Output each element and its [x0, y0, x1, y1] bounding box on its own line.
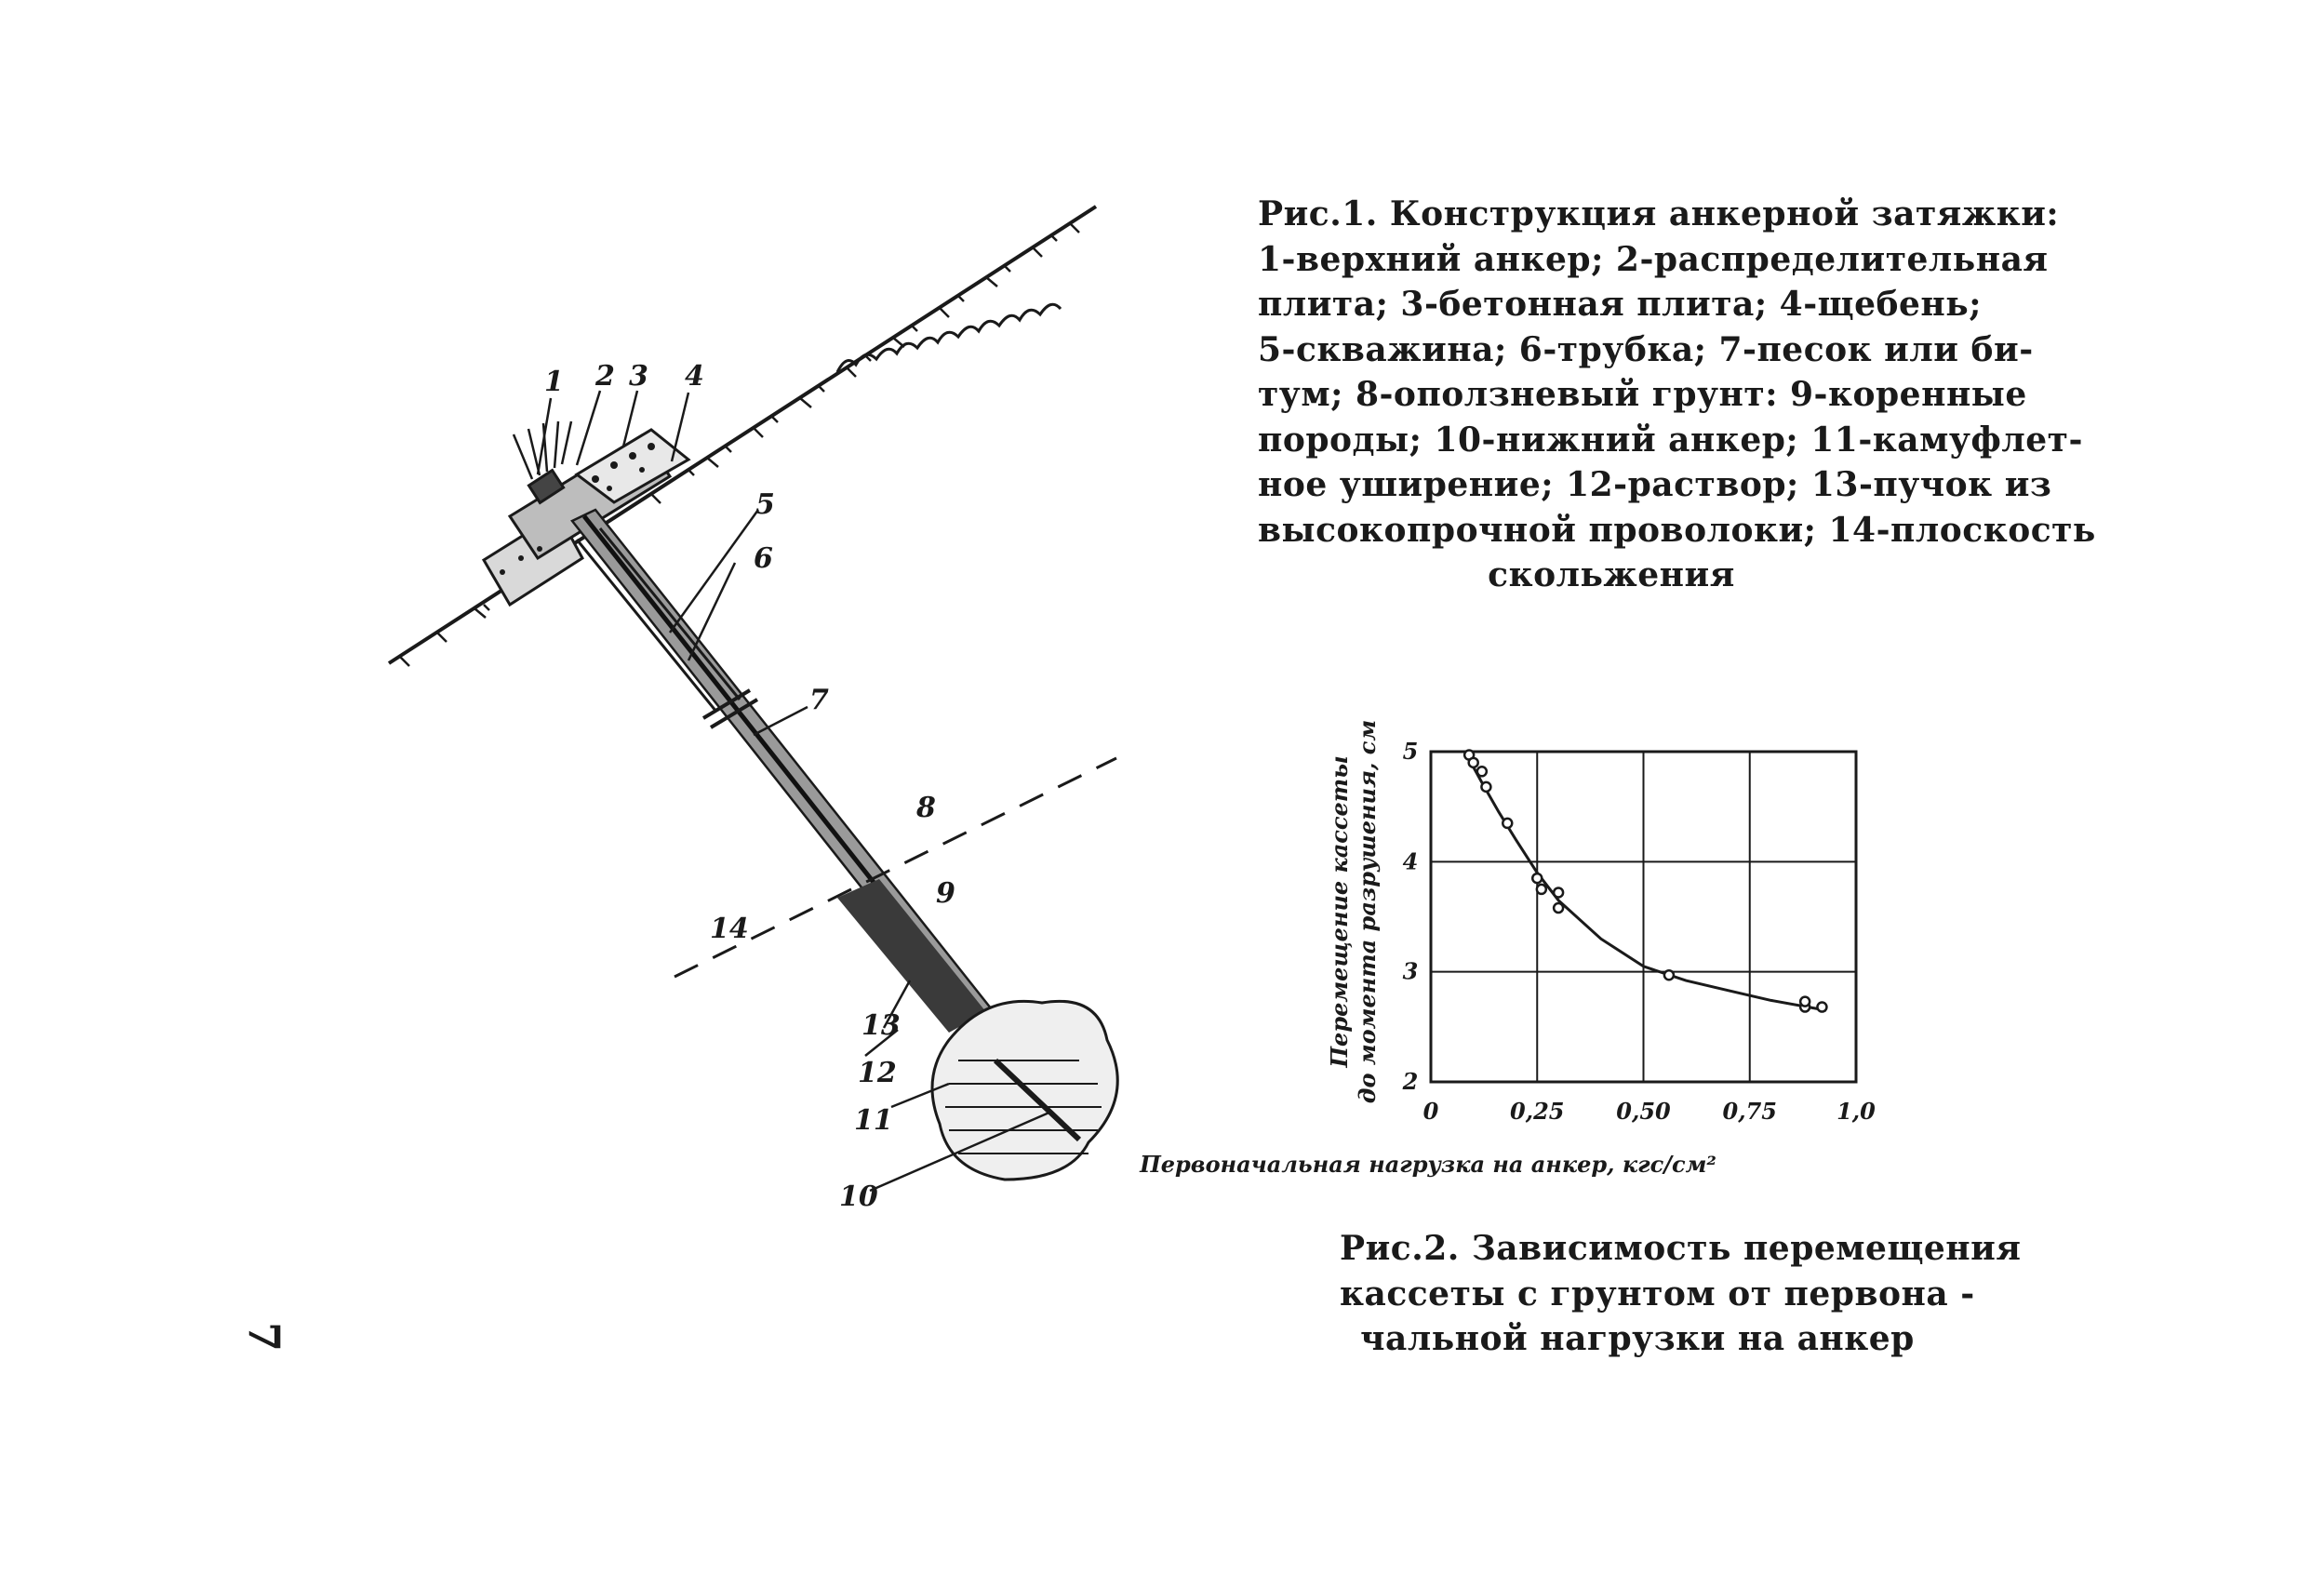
chart-data-point — [1477, 767, 1487, 776]
chart-y-axis-label-line2: до момента разрушения, см — [1354, 719, 1381, 1104]
chart-data-point — [1554, 903, 1563, 913]
chart-data-point — [1800, 997, 1810, 1007]
chart-y-tick-label: 5 — [1402, 738, 1419, 765]
chart-grid — [1431, 752, 1856, 1082]
callout-7: 7 — [809, 684, 829, 716]
callout-13: 13 — [861, 1009, 901, 1042]
chart-y-tick-label: 2 — [1402, 1068, 1419, 1095]
callout-8: 8 — [916, 792, 936, 824]
callout-1: 1 — [544, 366, 564, 398]
figure1-caption-line: ное уширение; 12-раствор; 13-пучок из — [1258, 465, 2052, 504]
figure2-caption — [1340, 1226, 2022, 1362]
callout-11: 11 — [854, 1104, 893, 1137]
figure1-caption-line: тум; 8-оползневый грунт: 9-коренные — [1258, 375, 2027, 414]
chart-data-point — [1532, 874, 1542, 883]
callout-3: 3 — [629, 360, 648, 393]
chart-x-tick-label: 1,0 — [1836, 1098, 1876, 1125]
callout-12: 12 — [858, 1057, 897, 1089]
figure2-caption-line: Рис.2. Зависимость перемещения — [1340, 1229, 2022, 1268]
figure1-caption-line: высокопрочной проволоки; 14-плоскость — [1258, 510, 2096, 550]
chart-x-axis-label: Первоначальная нагрузка на анкер, кгс/см² — [1140, 1151, 1716, 1178]
callout-6: 6 — [754, 542, 773, 575]
figure1-caption-line: скольжения — [1488, 555, 1735, 594]
chart-x-tick-label: 0,50 — [1616, 1098, 1671, 1125]
figure2-caption-line: чальной нагрузки на анкер — [1360, 1319, 1915, 1358]
page-number: 7 — [239, 1321, 290, 1353]
figure1-caption-line: плита; 3-бетонная плита; 4-щебень; — [1258, 285, 1982, 324]
chart-x-tick-label: 0,75 — [1722, 1098, 1777, 1125]
chart-y-ticks — [1402, 738, 1419, 1095]
callout-9: 9 — [936, 877, 955, 910]
chart-x-ticks — [1423, 1098, 1877, 1125]
figure1-caption-line: породы; 10-нижний анкер; 11-камуфлет- — [1258, 420, 2083, 460]
callout-14: 14 — [710, 913, 749, 945]
chart-x-tick-label: 0,25 — [1510, 1098, 1565, 1125]
chart-data-point — [1664, 970, 1674, 980]
chart-x-tick-label: 0 — [1422, 1098, 1439, 1125]
chart-data-point — [1503, 819, 1512, 828]
figure1-caption-line: 5-скважина; 6-трубка; 7-песок или би- — [1258, 329, 2034, 369]
callout-10: 10 — [839, 1180, 878, 1213]
chart-data-point — [1469, 758, 1478, 767]
chart-y-axis-label-line1: Перемещение кассеты — [1326, 755, 1353, 1068]
chart-data-point — [1537, 885, 1546, 894]
callout-4: 4 — [685, 360, 704, 393]
chart-y-tick-label: 4 — [1402, 847, 1419, 875]
chart-data-point — [1817, 1003, 1826, 1012]
figure1-caption-line: Рис.1. Конструкция анкерной затяжки: — [1258, 194, 2060, 233]
chart-data-point — [1554, 887, 1563, 897]
chart-y-tick-label: 3 — [1402, 957, 1419, 985]
chart-data-point — [1481, 782, 1490, 792]
figure1-caption-line: 1-верхний анкер; 2-распределительная — [1258, 239, 2049, 279]
callout-5: 5 — [755, 488, 775, 521]
figure2-caption-line: кассеты с грунтом от первона - — [1340, 1274, 1975, 1314]
callout-2: 2 — [595, 360, 615, 393]
